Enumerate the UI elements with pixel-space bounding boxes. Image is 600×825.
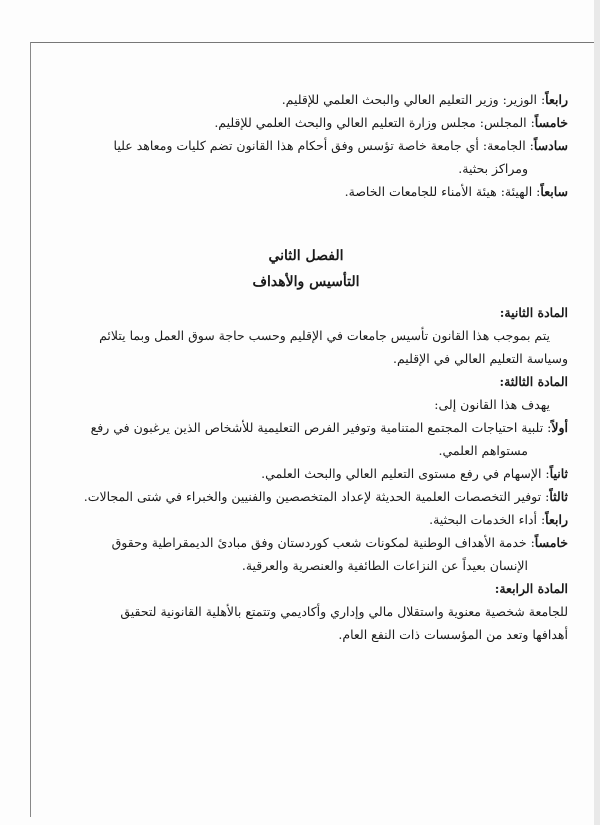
- definition-item: رابعاً: الوزير: وزير التعليم العالي والبحث العلمي للإقليم.: [281, 92, 568, 107]
- page-border-top: [30, 42, 595, 43]
- article-text: وسياسة التعليم العالي في الإقليم.: [393, 351, 568, 366]
- goal-item: أولاً: تلبية احتياجات المجتمع المتنامية وتوفير الفرص التعليمية للأشخاص الذين يرغبون في رفع: [90, 420, 568, 435]
- definition-continuation: ومراكز بحثية.: [458, 161, 528, 176]
- goal-item: ثانياً: الإسهام في رفع مستوى التعليم العالي والبحث العلمي.: [261, 466, 568, 481]
- article-text: للجامعة شخصية معنوية واستقلال مالي وإداري وأكاديمي وتتمتع بالأهلية القانونية لتحقيق: [120, 604, 568, 619]
- definition-item: خامساً: المجلس: مجلس وزارة التعليم العالي والبحث العلمي للإقليم.: [214, 115, 568, 130]
- article-text: أهدافها وتعد من المؤسسات ذات النفع العام.: [338, 627, 568, 642]
- goal-item: ثالثاً: توفير التخصصات العلمية الحديثة لإعداد المتخصصين والفنيين والخبراء في شتى المجالات.: [83, 489, 568, 504]
- article-heading: المادة الثانية:: [499, 305, 568, 320]
- page-border-left: [30, 42, 31, 817]
- chapter-title: الفصل الثاني: [268, 248, 344, 264]
- goal-item: خامساً: خدمة الأهداف الوطنية لمكونات شعب كوردستان وفق مبادئ الديمقراطية وحقوق: [111, 535, 568, 550]
- definition-item: سادساً: الجامعة: أي جامعة خاصة تؤسس وفق أحكام هذا القانون تضم كليات ومعاهد عليا: [113, 138, 568, 153]
- article-intro: يهدف هذا القانون إلى:: [434, 397, 550, 412]
- goal-continuation: مستواهم العلمي.: [438, 443, 528, 458]
- goal-continuation: الإنسان بعيداً عن النزاعات الطائفية والعنصرية والعرقية.: [241, 558, 528, 573]
- goal-item: رابعاً: أداء الخدمات البحثية.: [429, 512, 568, 527]
- article-heading: المادة الرابعة:: [494, 581, 568, 596]
- article-heading: المادة الثالثة:: [499, 374, 568, 389]
- document-body: [44, 88, 568, 646]
- scan-edge: [594, 0, 600, 825]
- definitions-list: [44, 88, 568, 203]
- article-text: يتم بموجب هذا القانون تأسيس جامعات في الإقليم وحسب حاجة سوق العمل وبما يتلائم: [99, 328, 550, 343]
- chapter-subtitle: التأسيس والأهداف: [252, 274, 360, 290]
- definition-item: سابعاً: الهيئة: هيئة الأمناء للجامعات الخاصة.: [344, 184, 568, 199]
